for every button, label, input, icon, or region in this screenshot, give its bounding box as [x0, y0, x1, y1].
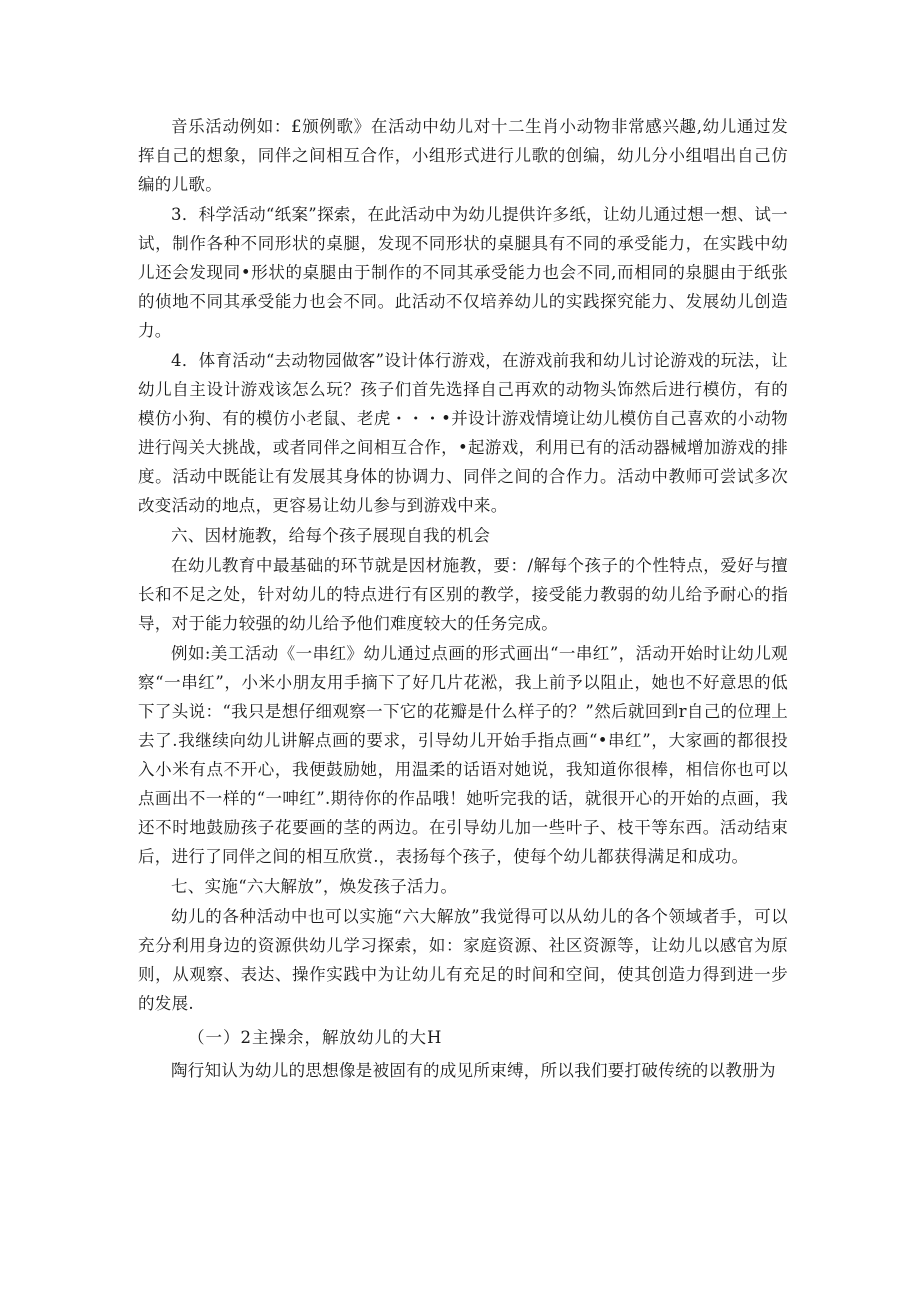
- subsection-heading-1: （一）2主操余，解放幼儿的大H: [188, 1028, 443, 1047]
- section-heading-6: 六、因材施教，给每个孩子展现自我的机会: [171, 526, 491, 545]
- paragraph-pe-activity: 4．体育活动“去动物园做客”设计体行游戏，在游戏前我和幼儿讨论游戏的玩法，让幼儿自主设计游戏该怎么玩？孩子们首先选择自己再欢的动物头饰然后进行模仿，有的模仿小狗、有的模仿小老鼠、老虎・・・•并设计游戏情境让幼儿模仿自己喜欢的小动物进行闯关大挑战，或者同伴之间相互合作，•起游戏，利用已有的活动器械增加游戏的排度。活动中既能让有发展其身体的协调力、同伴之间的合作力。活动中教师可尝试多次改变活动的地点，更容易让幼儿参与到游戏中来。: [138, 351, 788, 515]
- paragraph-science-activity: 3．科学活动“纸案”探索，在此活动中为幼儿提供许多纸，让幼儿通过想一想、试一试，制作各种不同形状的桌腿，发现不同形状的桌腿具有不同的承受能力，在实践中幼儿还会发现同•形状的桌腿由于制作的不同其承受能力也会不同,而相同的泉腿由于纸张的侦地不同其承受能力也会不同。此活动不仅培养幼儿的实践探究能力、发展幼儿创造力。: [138, 205, 788, 340]
- paragraph-individualized-teaching: 在幼儿教育中最基础的环节就是因材施教，要：/解每个孩子的个性特点，爱好与擅长和不足之处，针对幼儿的特点进行有区别的教学，接受能力教弱的幼儿给予耐心的指导，对于能力较强的幼儿给予他们难度较大的任务完成。: [138, 556, 788, 633]
- section-heading-7: 七、实施“六大解放”，焕发孩子活力。: [171, 877, 458, 896]
- document-page: [138, 112, 788, 1085]
- paragraph-six-liberations: 幼儿的各种活动中也可以实施“六大解放”我觉得可以从幼儿的各个领域者手，可以充分利用身边的资源供幼儿学习探索，如：家庭资源、社区资源等，让幼儿以感官为原则，从观察、表达、操作实践中为让幼儿有充足的时间和空间，使其创造力得到进一步的发展.: [138, 907, 788, 1013]
- paragraph-tao-xingzhi: 陶行知认为幼儿的思想像是被固有的成见所束缚，所以我们要打破传统的以教册为: [171, 1061, 776, 1080]
- paragraph-art-example: 例如:美工活动《一串红》幼儿通过点画的形式画出“一串红”，活动开始时让幼儿观察“一串红”，小米小朋友用手摘下了好几片花淞，我上前予以阻止，她也不好意思的低下了头说：“我只是想仔细观察一下它的花瓣是什么样子的？”然后就回到r自己的位理上去了.我继续向幼儿讲解点画的要求，引导幼儿开始手指点画“•串红”，大家画的都很投入小米有点不开心，我便鼓励她，用温柔的话语对她说，我知道你很棒，相信你也可以点画出不一样的“一呻红”.期待你的作品哦！她听完我的话，就很开心的开始的点画，我还不时地鼓励孩子花要画的茎的两边。在引导幼儿加一些叶子、枝干等东西。活动结束后，进行了同伴之间的相互欣赏.，表扬每个孩子，使每个幼儿都获得满足和成功。: [138, 644, 788, 866]
- paragraph-music-activity: 音乐活动例如：£颁例歌》在活动中幼儿对十二生肖小动物非常感兴趣,幼儿通过发挥自己的想象，同伴之间相互合作，小组形式进行儿歌的创编，幼儿分小组唱出自己仿编的儿歌。: [138, 117, 788, 194]
